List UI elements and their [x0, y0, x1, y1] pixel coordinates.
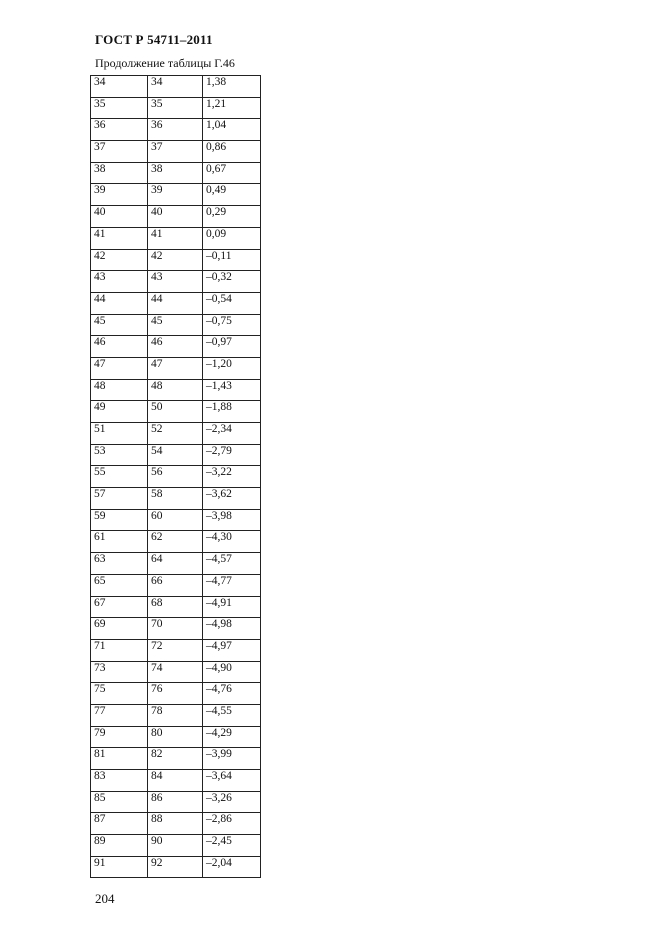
table-cell: 92 [148, 856, 203, 878]
table-cell: 62 [148, 531, 203, 553]
table-cell: 44 [91, 292, 148, 314]
table-row [91, 336, 261, 358]
table-row [91, 661, 261, 683]
table-cell: 34 [148, 76, 203, 98]
table-cell: 37 [148, 141, 203, 163]
table-cell: 42 [148, 249, 203, 271]
table-cell: 77 [91, 704, 148, 726]
table-cell: 81 [91, 748, 148, 770]
table-cell: 46 [91, 336, 148, 358]
table-cell: 74 [148, 661, 203, 683]
table-cell: –2,34 [203, 423, 261, 445]
table-cell: 84 [148, 770, 203, 792]
table-row [91, 596, 261, 618]
table-cell: 54 [148, 444, 203, 466]
table-cell: –4,90 [203, 661, 261, 683]
table-row [91, 704, 261, 726]
table-cell: 34 [91, 76, 148, 98]
table-cell: 87 [91, 813, 148, 835]
table-cell: 44 [148, 292, 203, 314]
table-cell: 40 [91, 206, 148, 228]
table-cell: –4,55 [203, 704, 261, 726]
data-table [90, 75, 261, 878]
table-cell: –3,99 [203, 748, 261, 770]
table-row [91, 466, 261, 488]
table-cell: 88 [148, 813, 203, 835]
table-row [91, 791, 261, 813]
table-body [91, 76, 261, 878]
table-cell: 51 [91, 423, 148, 445]
table-row [91, 531, 261, 553]
table-row [91, 271, 261, 293]
table-cell: –4,97 [203, 639, 261, 661]
table-cell: 50 [148, 401, 203, 423]
table-cell: 39 [91, 184, 148, 206]
table-cell: 47 [148, 357, 203, 379]
table-row [91, 249, 261, 271]
table-row [91, 553, 261, 575]
table-cell: 86 [148, 791, 203, 813]
table-cell: 70 [148, 618, 203, 640]
table-cell: 36 [148, 119, 203, 141]
table-cell: –1,20 [203, 357, 261, 379]
table-cell: 48 [91, 379, 148, 401]
table-row [91, 488, 261, 510]
table-cell: 46 [148, 336, 203, 358]
table-cell: 36 [91, 119, 148, 141]
table-cell: 67 [91, 596, 148, 618]
table-cell: 35 [91, 97, 148, 119]
table-cell: 0,67 [203, 162, 261, 184]
table-row [91, 726, 261, 748]
table-cell: 85 [91, 791, 148, 813]
table-row [91, 97, 261, 119]
table-row [91, 835, 261, 857]
table-cell: 52 [148, 423, 203, 445]
table-cell: 71 [91, 639, 148, 661]
table-row [91, 618, 261, 640]
table-caption: Продолжение таблицы Г.46 [95, 56, 235, 70]
table-cell: 40 [148, 206, 203, 228]
table-cell: 53 [91, 444, 148, 466]
table-cell: –0,75 [203, 314, 261, 336]
table-cell: 42 [91, 249, 148, 271]
table-row [91, 856, 261, 878]
table-row [91, 423, 261, 445]
table-cell: 80 [148, 726, 203, 748]
table-row [91, 770, 261, 792]
table-cell: 56 [148, 466, 203, 488]
table-cell: –3,26 [203, 791, 261, 813]
table-cell: 43 [91, 271, 148, 293]
table-cell: 60 [148, 509, 203, 531]
table-cell: 0,86 [203, 141, 261, 163]
table-row [91, 206, 261, 228]
page-number: 204 [95, 891, 115, 906]
table-cell: –1,88 [203, 401, 261, 423]
table-cell: 45 [91, 314, 148, 336]
table-row [91, 748, 261, 770]
table-cell: 91 [91, 856, 148, 878]
table-row [91, 444, 261, 466]
table-cell: 75 [91, 683, 148, 705]
table-cell: 89 [91, 835, 148, 857]
table-cell: 65 [91, 574, 148, 596]
table-row [91, 379, 261, 401]
table-cell: 38 [148, 162, 203, 184]
table-cell: –4,29 [203, 726, 261, 748]
table-cell: –2,04 [203, 856, 261, 878]
table-cell: 38 [91, 162, 148, 184]
table-row [91, 162, 261, 184]
table-cell: –0,32 [203, 271, 261, 293]
table-row [91, 401, 261, 423]
table-cell: 72 [148, 639, 203, 661]
table-cell: –4,30 [203, 531, 261, 553]
table-cell: –2,86 [203, 813, 261, 835]
table-cell: –3,62 [203, 488, 261, 510]
table-row [91, 357, 261, 379]
table-cell: –3,98 [203, 509, 261, 531]
table-cell: 41 [91, 227, 148, 249]
table-cell: 82 [148, 748, 203, 770]
table-cell: 66 [148, 574, 203, 596]
table-row [91, 76, 261, 98]
table-row [91, 813, 261, 835]
table-cell: 1,04 [203, 119, 261, 141]
table-row [91, 639, 261, 661]
table-cell: 49 [91, 401, 148, 423]
table-cell: 39 [148, 184, 203, 206]
table-cell: 64 [148, 553, 203, 575]
table-cell: 78 [148, 704, 203, 726]
table-cell: 35 [148, 97, 203, 119]
table-cell: –0,97 [203, 336, 261, 358]
table-cell: –2,45 [203, 835, 261, 857]
table-cell: 68 [148, 596, 203, 618]
page-title: ГОСТ Р 54711–2011 [95, 32, 213, 47]
table-cell: –0,11 [203, 249, 261, 271]
table-cell: –2,79 [203, 444, 261, 466]
table-cell: 79 [91, 726, 148, 748]
table-cell: 0,49 [203, 184, 261, 206]
table-cell: 83 [91, 770, 148, 792]
table-cell: 59 [91, 509, 148, 531]
table-cell: –0,54 [203, 292, 261, 314]
table-cell: 1,21 [203, 97, 261, 119]
table-cell: 90 [148, 835, 203, 857]
table-cell: 58 [148, 488, 203, 510]
table-cell: –1,43 [203, 379, 261, 401]
table-cell: 61 [91, 531, 148, 553]
table-cell: 47 [91, 357, 148, 379]
table-cell: 63 [91, 553, 148, 575]
table-row [91, 184, 261, 206]
table-cell: –4,98 [203, 618, 261, 640]
table-cell: 43 [148, 271, 203, 293]
table-row [91, 574, 261, 596]
table-cell: 0,29 [203, 206, 261, 228]
table-cell: 69 [91, 618, 148, 640]
table-row [91, 141, 261, 163]
table-cell: 0,09 [203, 227, 261, 249]
table-cell: 37 [91, 141, 148, 163]
table-cell: 48 [148, 379, 203, 401]
table-row [91, 227, 261, 249]
table-cell: 1,38 [203, 76, 261, 98]
table-cell: –3,22 [203, 466, 261, 488]
table-cell: 55 [91, 466, 148, 488]
table-row [91, 509, 261, 531]
table-cell: 76 [148, 683, 203, 705]
table-row [91, 119, 261, 141]
table-cell: –4,91 [203, 596, 261, 618]
table-cell: 41 [148, 227, 203, 249]
table-cell: –4,77 [203, 574, 261, 596]
table-row [91, 292, 261, 314]
table-row [91, 683, 261, 705]
table-row [91, 314, 261, 336]
table-cell: 45 [148, 314, 203, 336]
table-cell: –4,76 [203, 683, 261, 705]
table-cell: –4,57 [203, 553, 261, 575]
table-cell: 73 [91, 661, 148, 683]
table-cell: 57 [91, 488, 148, 510]
table-cell: –3,64 [203, 770, 261, 792]
